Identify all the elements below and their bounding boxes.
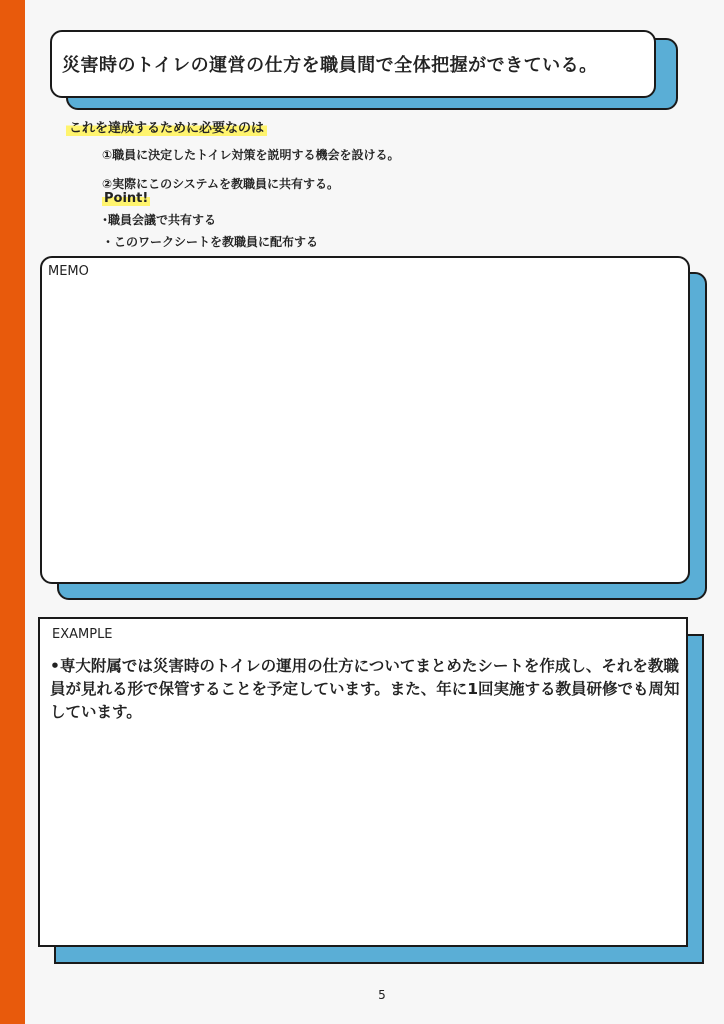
example-text: •専大附属では災害時のトイレの運用の仕方についてまとめたシートを作成し、それを教職員が見れる形で保管することを予定しています。また、年に1回実施する教員研修でも周知しています。: [50, 657, 680, 721]
memo-box[interactable]: [40, 256, 690, 584]
point-bullet-2: ・このワークシートを教職員に配布する: [102, 235, 319, 249]
memo-label: MEMO: [48, 264, 89, 279]
point-bullet-1: ･職員会議で共有する: [102, 213, 217, 227]
side-accent-bar: [0, 0, 25, 1024]
requirements-heading: これを達成するために必要なのは: [66, 117, 267, 136]
point-label: Point!: [104, 191, 149, 206]
title-box: [50, 30, 656, 98]
page-number: 5: [378, 988, 386, 1002]
example-box: [38, 617, 688, 947]
requirement-item-2: ②実際にこのシステムを教職員に共有する。: [102, 177, 339, 191]
example-label: EXAMPLE: [52, 627, 113, 642]
page-title: 災害時のトイレの運営の仕方を職員間で全体把握ができている。: [62, 55, 598, 76]
requirement-item-1: ①職員に決定したトイレ対策を説明する機会を設ける。: [102, 148, 400, 162]
